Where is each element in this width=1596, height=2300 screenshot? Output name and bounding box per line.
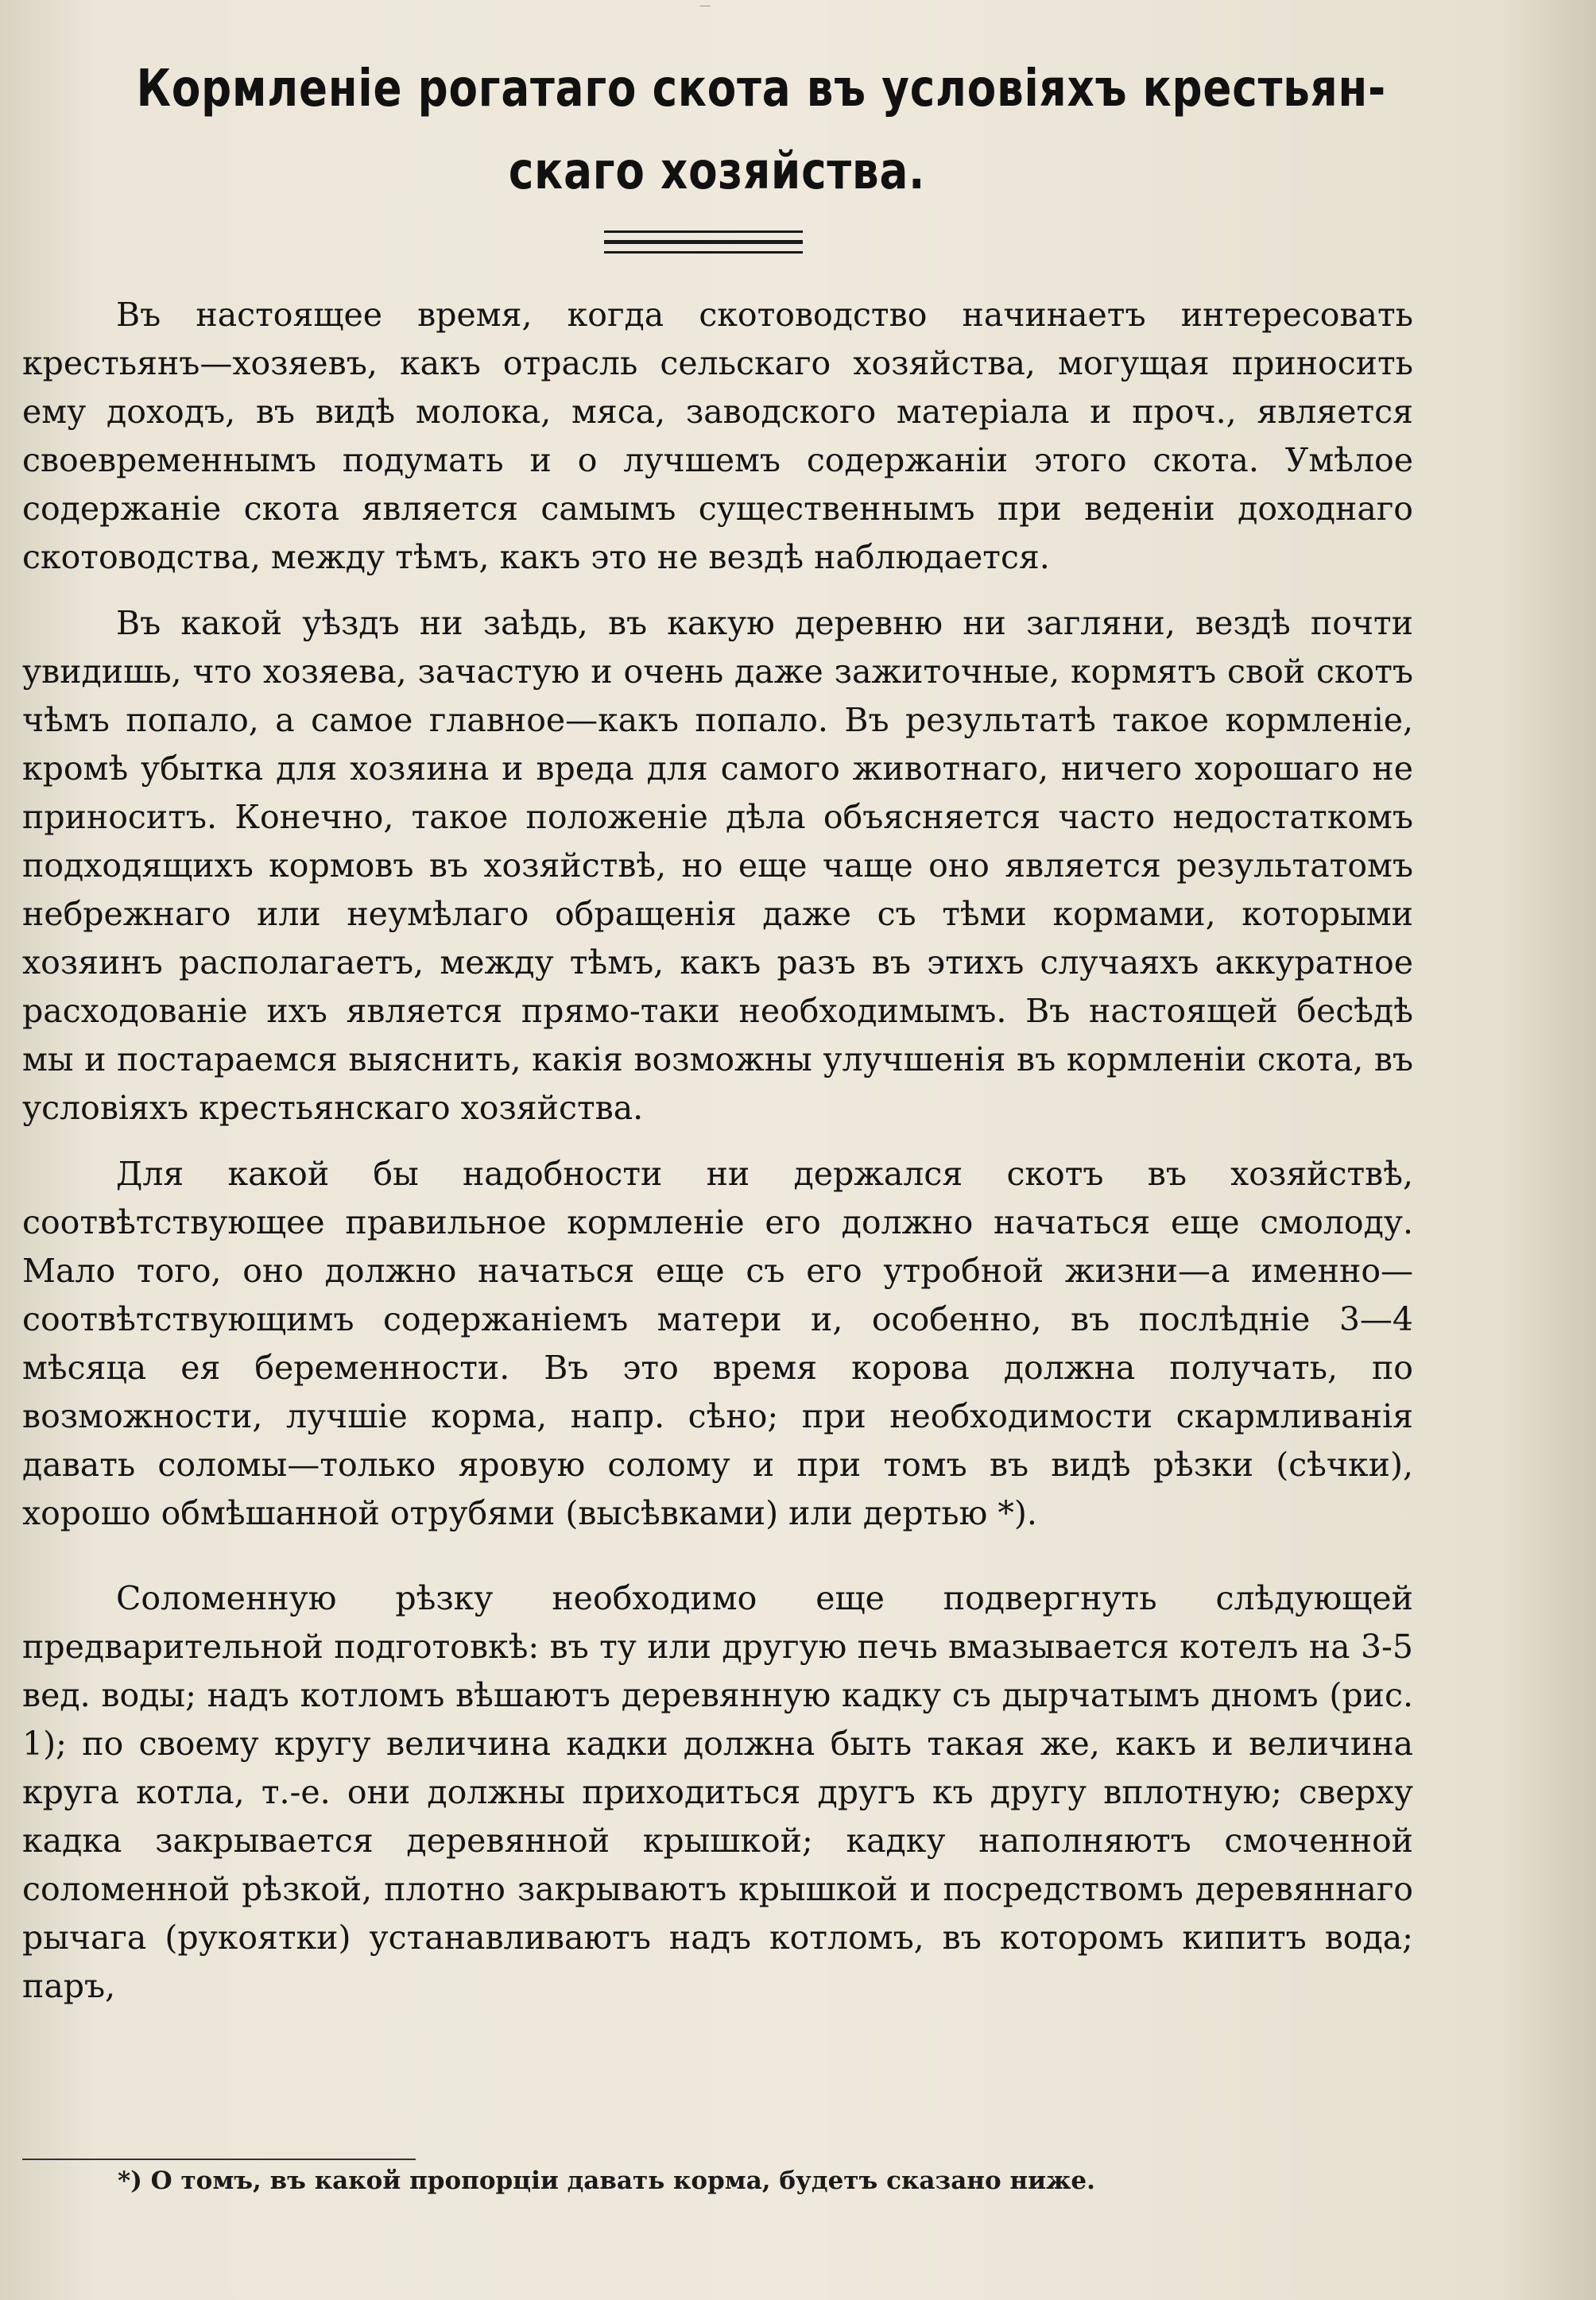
- footnote: *) О томъ, въ какой пропорціи давать корма, будетъ сказано ниже.: [118, 2166, 1095, 2195]
- paragraph-1: Въ настоящее время, когда скотоводство начинаетъ интересовать крестьянъ—хозяевъ, какъ отрасль сельскаго хозяйства, могущая приносить ему доходъ, въ видѣ молока, мяса, заводского матеріала и проч., является своевременнымъ подумать и о лучшемъ содержаніи этого скота. Умѣлое содержаніе скота является самымъ существеннымъ при веденіи доходнаго скотоводства, между тѣмъ, какъ это не вездѣ наблюдается.: [22, 296, 1413, 576]
- title-line-1: Кормленіе рогатаго скота въ условіяхъ крестьян-: [136, 60, 1386, 118]
- footnote-divider: [22, 2159, 416, 2160]
- title-divider-bottom: [604, 251, 803, 254]
- paragraph-3: Для какой бы надобности ни держался скотъ въ хозяйствѣ, соотвѣтствующее правильное кормленіе его должно начаться еще смолоду. Мало того, оно должно начаться еще съ его утробной жизни—а именно—соотвѣтствующимъ содержаніемъ матери и, особенно, въ послѣдніе 3—4 мѣсяца ея беременности. Въ это время корова должна получать, по возможности, лучшіе корма, напр. сѣно; при необходимости скармливанія давать соломы—только яровую солому и при томъ въ видѣ рѣзки (сѣчки), хорошо обмѣшанной отрубями (высѣвками) или дертью *).: [22, 1155, 1413, 1532]
- title-line-2: скаго хозяйства.: [508, 142, 926, 201]
- title-divider-middle: [604, 240, 803, 244]
- paragraph-4: Соломенную рѣзку необходимо еще подвергнуть слѣдующей предварительной подготовкѣ: въ ту или другую печь вмазывается котелъ на 3-5 вед. воды; надъ котломъ вѣшаютъ деревянную кадку съ дырчатымъ дномъ (рис. 1); по своему кругу величина кадки должна быть такая же, какъ и величина круга котла, т.-е. они должны приходиться другъ къ другу вплотную; сверху кадка закрывается деревянной крышкой; кадку наполняютъ смоченной соломенной рѣзкой, плотно закрываютъ крышкой и посредствомъ деревяннаго рычага (рукоятки) устанавливаютъ надъ котломъ, въ которомъ кипитъ вода; паръ,: [22, 1579, 1413, 2005]
- title-divider-top: [604, 230, 803, 233]
- article-body: [22, 291, 1413, 2011]
- article-title: [136, 48, 1386, 213]
- page-number: —: [699, 0, 711, 6]
- paragraph-2: Въ какой уѣздъ ни заѣдь, въ какую деревню ни загляни, вездѣ почти увидишь, что хозяева, зачастую и очень даже зажиточные, кормятъ свой скотъ чѣмъ попало, а самое главное—какъ попало. Въ результатѣ такое кормленіе, кромѣ убытка для хозяина и вреда для самого животнаго, ничего хорошаго не приноситъ. Конечно, такое положеніе дѣла объясняется часто недостаткомъ подходящихъ кормовъ въ хозяйствѣ, но еще чаще оно является результатомъ небрежнаго или неумѣлаго обращенія даже съ тѣми кормами, которыми хозяинъ располагаетъ, между тѣмъ, какъ разъ въ этихъ случаяхъ аккуратное расходованіе ихъ является прямо-таки необходимымъ. Въ настоящей бесѣдѣ мы и постараемся выяснить, какія возможны улучшенія въ кормленіи скота, въ условіяхъ крестьянскаго хозяйства.: [22, 604, 1413, 1127]
